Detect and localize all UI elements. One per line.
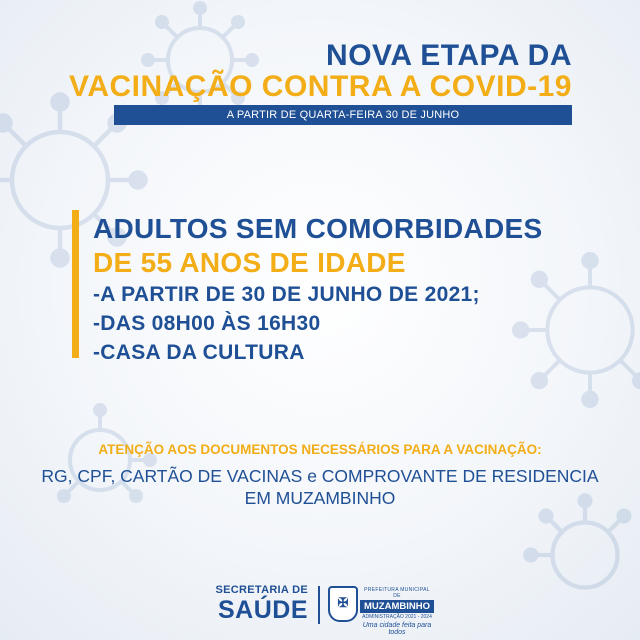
documents-list	[0, 465, 640, 509]
group-line-1: ADULTOS SEM COMORBIDADES	[93, 213, 543, 244]
municipality-top-label: PREFEITURA MUNICIPAL DE	[364, 587, 430, 599]
vaccination-group-block	[93, 212, 543, 367]
secretaria-label: SECRETARIA DE	[215, 584, 308, 596]
title-line-2: VACINAÇÃO CONTRA A COVID-19	[69, 70, 572, 103]
accent-bar	[72, 210, 79, 358]
detail-date: -A PARTIR DE 30 DE JUNHO DE 2021;	[93, 283, 480, 306]
municipality-logo	[360, 587, 434, 636]
footer-logos	[0, 584, 640, 636]
documents-line-2: EM MUZAMBINHO	[244, 488, 396, 508]
group-line-2: DE 55 ANOS DE IDADE	[93, 247, 406, 278]
administration-label: ADMINISTRAÇÃO 2021 - 2024	[362, 614, 432, 620]
logo-divider	[318, 586, 320, 624]
slogan-label: Uma cidade feita para todos	[362, 622, 432, 636]
municipality-name: MUZAMBINHO	[360, 600, 434, 613]
documents-line-1: RG, CPF, CARTÃO DE VACINAS e COMPROVANTE DE RESIDENCIA	[41, 466, 599, 486]
saude-label: SAÚDE	[217, 596, 308, 624]
attention-heading: ATENÇÃO AOS DOCUMENTOS NECESSÁRIOS PARA A VACINAÇÃO:	[98, 442, 542, 457]
detail-hours: -DAS 08H00 ÀS 16H30	[93, 312, 321, 335]
date-banner: A PARTIR DE QUARTA-FEIRA 30 DE JUNHO	[114, 105, 572, 125]
secretaria-saude-logo	[206, 584, 308, 624]
detail-location: -CASA DA CULTURA	[93, 341, 305, 364]
title-line-1: NOVA ETAPA DA	[326, 39, 572, 72]
crest-icon: ✠	[328, 586, 358, 622]
